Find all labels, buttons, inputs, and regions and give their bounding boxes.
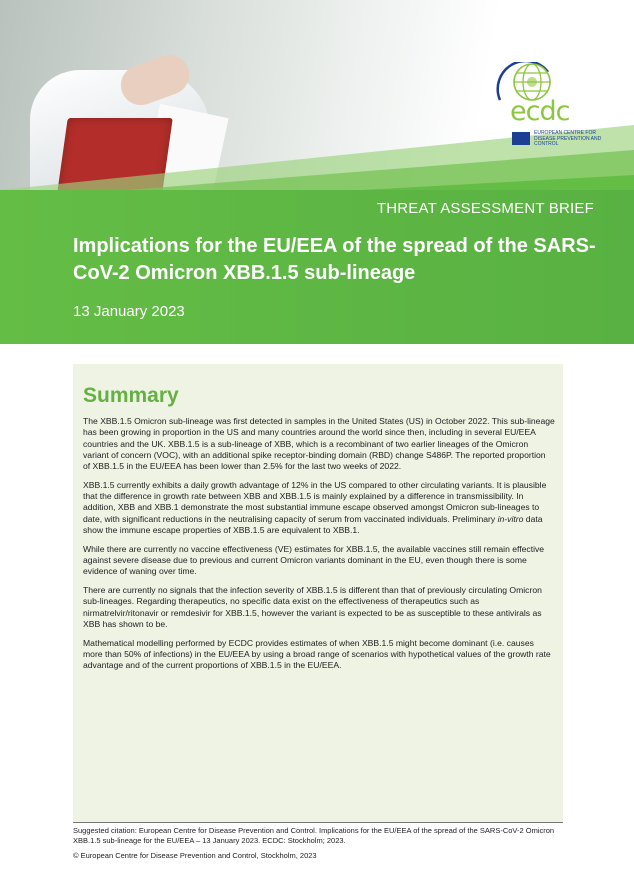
footer: [73, 822, 563, 867]
summary-paragraph-1: The XBB.1.5 Omicron sub-lineage was first detected in samples in the United States (US) in October 2022. This sub-lineage has been growing in proportion in the US and many countries around the world since then, including in several EU/EEA countries and the UK. XBB.1.5 is a sub-lineage of XBB, which is a recombinant of two earlier lineages of the Omicron variant of concern (VOC), with an additional spike receptor-binding domain (RBD) change S486P. The reported proportion of XBB.1.5 in the EU/EEA has been lower than 2.5% for the last two weeks of 2022.: [83, 416, 555, 472]
suggested-citation: Suggested citation: European Centre for Disease Prevention and Control. Implications for the EU/EEA of the spread of the SARS-CoV-2 Omicron XBB.1.5 sub-lineage for the EU/EEA – 13 January 2023. ECDC: Stockholm; 2023.: [73, 826, 555, 845]
document-title: Implications for the EU/EEA of the spread of the SARS-CoV-2 Omicron XBB.1.5 sub-lineage: [73, 235, 596, 284]
summary-paragraph-5: Mathematical modelling performed by ECDC provides estimates of when XBB.1.5 might become dominant (i.e. causes more than 50% of infections) in the EU/EEA by using a broad range of scenarios with hypothetical values of the growth rate advantage and of the current proportions of XBB.1.5 in the EU/EEA.: [83, 637, 551, 671]
summary-heading: Summary: [83, 384, 179, 407]
summary-paragraph-4: There are currently no signals that the infection severity of XBB.1.5 is different than that of previously circulating Omicron sub-lineages. Regarding therapeutics, no specific data exist on the effectiveness of therapeutics such as nirmatrelvir/ritonavir or remdesivir for XBB.1.5, however the variant is expected to be as susceptible to these antivirals as XBB has shown to be.: [83, 585, 542, 629]
ecdc-logo: [488, 58, 602, 150]
summary-paragraph-3: While there are currently no vaccine effectiveness (VE) estimates for XBB.1.5, the available vaccines still remain effective against severe disease due to previous and current Omicron variants dominant in the EU, even though there is some evidence of waning over time.: [83, 543, 545, 577]
ecdc-full-name: EUROPEAN CENTRE FOR DISEASE PREVENTION AND CONTROL: [534, 130, 602, 147]
summary-body: [83, 416, 555, 679]
ecdc-wordmark: ecdc: [510, 96, 570, 127]
document-date: 13 January 2023: [73, 303, 185, 320]
document-type-label: THREAT ASSESSMENT BRIEF: [376, 200, 594, 217]
summary-box: [73, 364, 563, 822]
summary-paragraph-2: XBB.1.5 currently exhibits a daily growth advantage of 12% in the US compared to other circulating variants. It is plausible that the difference in growth rate between XBB and XBB.1.5 is mainly explained by a difference in transmissibility. In addition, XBB and XBB.1 demonstrate the most substantial immune escape observed amongst Omicron sub-lineages to date, with significant reductions in the neutralising capacity of serum from vaccinated individuals. Preliminary in-vitro data show the immune escape properties of XBB.1.5 are equivalent to XBB.1.: [83, 479, 547, 536]
eu-flag-icon: [512, 132, 530, 145]
copyright-notice: © European Centre for Disease Prevention and Control, Stockholm, 2023: [73, 851, 317, 860]
